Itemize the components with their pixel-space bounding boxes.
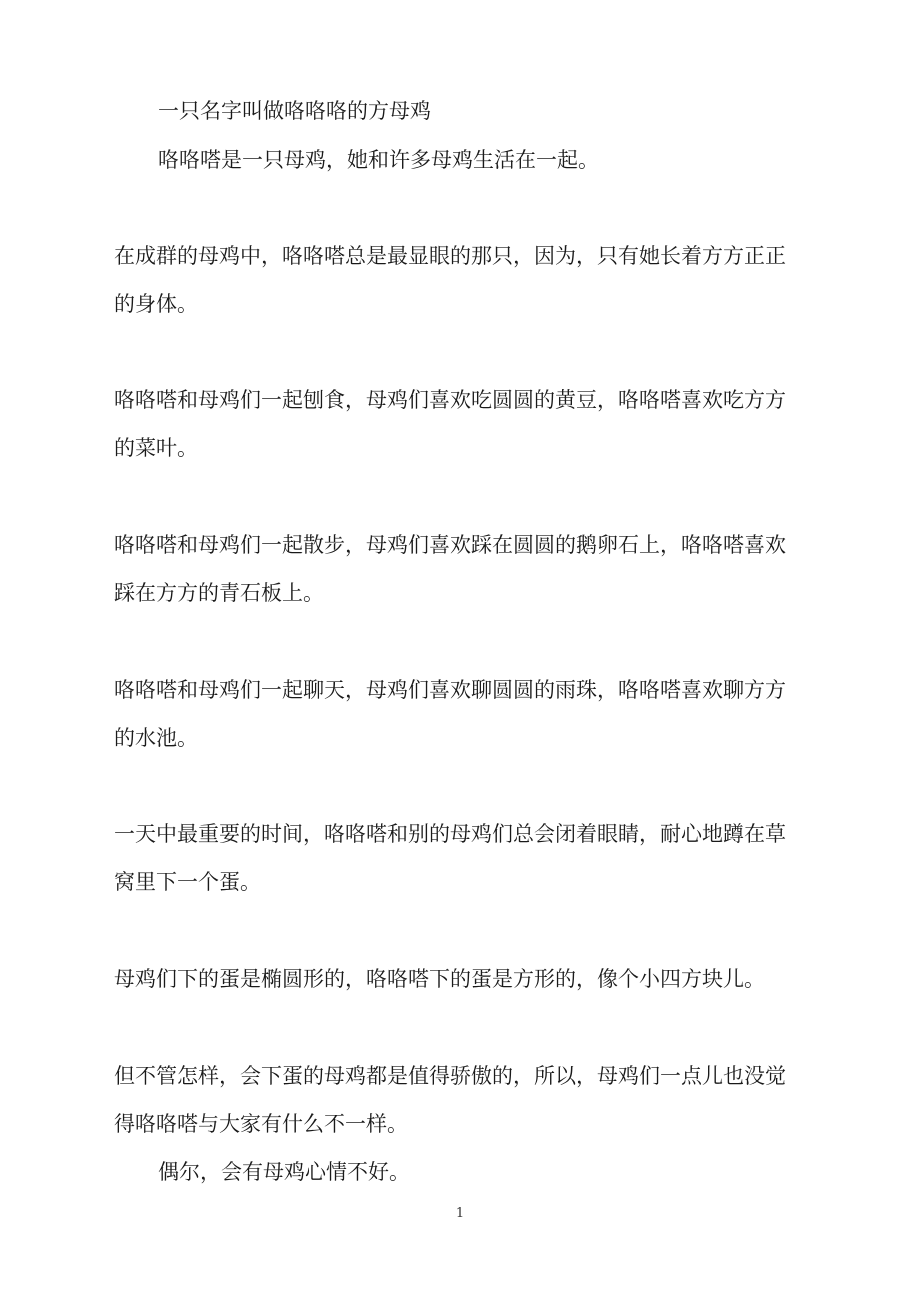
- page-number: 1: [455, 1206, 465, 1221]
- paragraph-7: 母鸡们下的蛋是椭圆形的，咯咯嗒下的蛋是方形的，像个小四方块儿。: [114, 967, 765, 991]
- paragraph-4: 咯咯嗒和母鸡们一起散步，母鸡们喜欢踩在圆圆的鹅卵石上，咯咯嗒喜欢踩在方方的青石板上。: [114, 533, 786, 605]
- paragraph-1: 咯咯嗒是一只母鸡，她和许多母鸡生活在一起。: [158, 148, 599, 172]
- paragraph-5: 咯咯嗒和母鸡们一起聊天，母鸡们喜欢聊圆圆的雨珠，咯咯嗒喜欢聊方方的水池。: [114, 678, 786, 750]
- paragraph-9: 偶尔，会有母鸡心情不好。: [158, 1160, 410, 1184]
- paragraph-6: 一天中最重要的时间，咯咯嗒和别的母鸡们总会闭着眼睛，耐心地蹲在草窝里下一个蛋。: [114, 822, 786, 894]
- paragraph-3: 咯咯嗒和母鸡们一起刨食，母鸡们喜欢吃圆圆的黄豆，咯咯嗒喜欢吃方方的菜叶。: [114, 388, 786, 460]
- story-title: 一只名字叫做咯咯咯的方母鸡: [158, 99, 431, 123]
- paragraph-2: 在成群的母鸡中，咯咯嗒总是最显眼的那只，因为，只有她长着方方正正的身体。: [114, 244, 786, 316]
- paragraph-8: 但不管怎样，会下蛋的母鸡都是值得骄傲的，所以，母鸡们一点儿也没觉得咯咯嗒与大家有什么不一样。: [114, 1064, 786, 1136]
